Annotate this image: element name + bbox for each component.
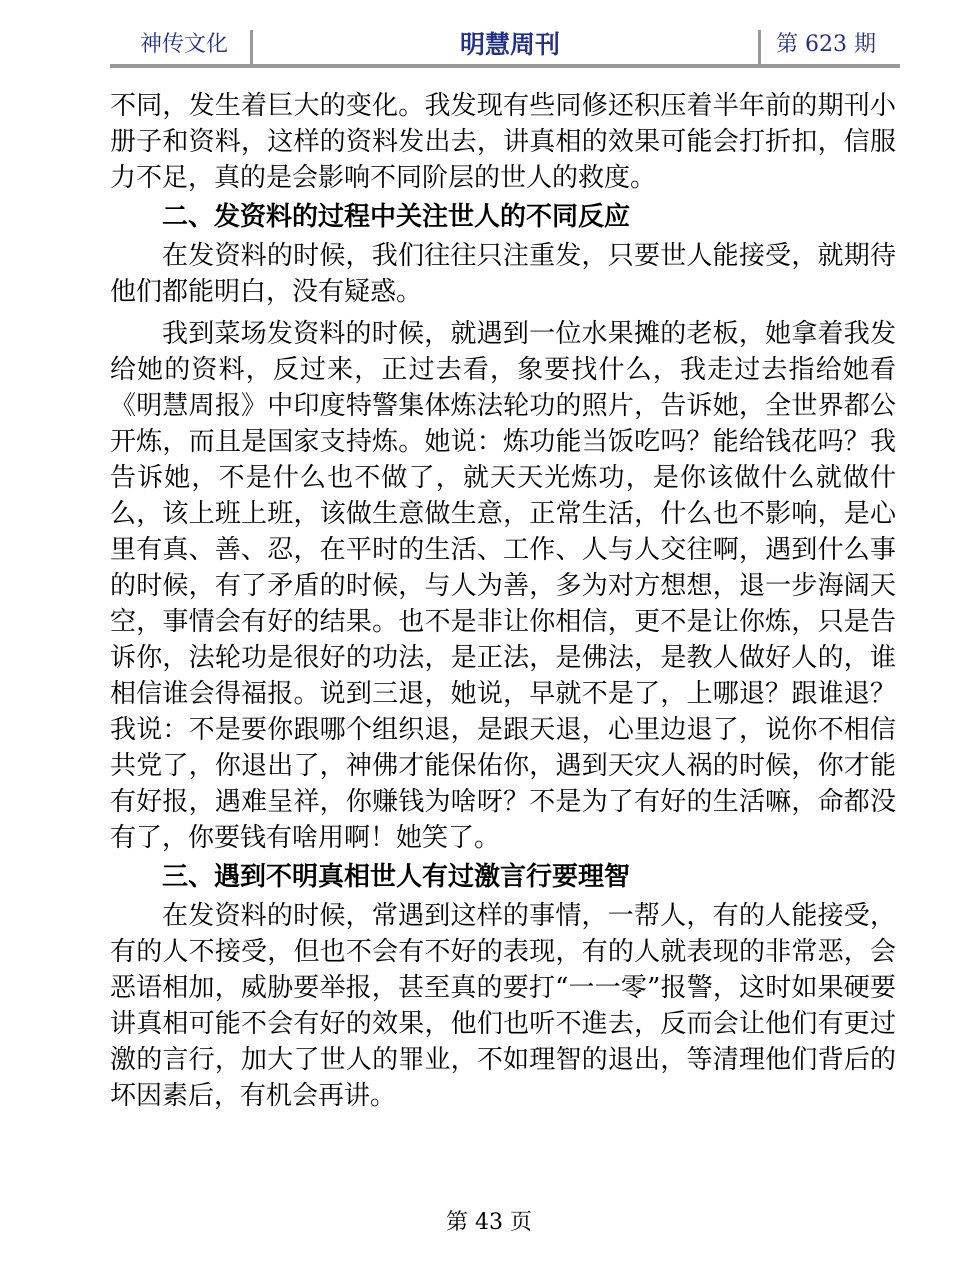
page-header — [110, 22, 900, 66]
header-separator-right — [758, 30, 761, 66]
header-issue-number: 第 623 期 — [776, 32, 876, 57]
header-rule — [110, 64, 900, 68]
paragraph: 在发资料的时候，常遇到这样的事情，一帮人，有的人能接受，有的人不接受，但也不会有不好的表现，有的人就表现的非常恶，会恶语相加，威胁要举报，甚至真的要打“一一零”报警，这时如果硬要讲真相可能不会有好的效果，他们也听不進去，反而会让他们有更过激的言行，加大了世人的罪业，不如理智的退出，等清理他们背后的坏因素后，有机会再讲。 — [110, 901, 896, 1111]
paragraph: 在发资料的时候，我们往往只注重发，只要世人能接受，就期待他们都能明白，没有疑惑。 — [110, 241, 896, 307]
header-separator-left — [250, 30, 253, 66]
section-heading-2: 二、发资料的过程中关注世人的不同反应 — [162, 202, 631, 232]
page-number: 第 43 页 — [446, 1210, 532, 1235]
article-body — [110, 88, 896, 1114]
paragraph: 我到菜场发资料的时候，就遇到一位水果摊的老板，她拿着我发给她的资料，反过来，正过去看，象要找什么，我走过去指给她看《明慧周报》中印度特警集体炼法轮功的照片，告诉她，全世界都公开炼，而且是国家支持炼。她说：炼功能当饭吃吗？能给钱花吗？我告诉她，不是什么也不做了，就天天光炼功，是你该做什么就做什么，该上班上班，该做生意做生意，正常生活，什么也不影响，是心里有真、善、忍，在平时的生活、工作、人与人交往啊，遇到什么事的时候，有了矛盾的时候，与人为善，多为对方想想，退一步海阔天空，事情会有好的结果。也不是非让你相信，更不是让你炼，只是告诉你，法轮功是很好的功法，是正法，是佛法，是教人做好人的，谁相信谁会得福报。说到三退，她说，早就不是了，上哪退？跟谁退？我说：不是要你跟哪个组织退，是跟天退，心里边退了，说你不相信共党了，你退出了，神佛才能保佑你，遇到天灾人祸的时候，你才能有好报，遇难呈祥，你赚钱为啥呀？不是为了有好的生活嘛，命都没有了，你要钱有啥用啊！她笑了。 — [110, 319, 896, 853]
paragraph-continued: 不同，发生着巨大的变化。我发现有些同修还积压着半年前的期刊小册子和资料，这样的资料发出去，讲真相的效果可能会打折扣，信服力不足，真的是会影响不同阶层的世人的救度。 — [110, 91, 896, 193]
section-heading-3: 三、遇到不明真相世人有过激言行要理智 — [162, 862, 631, 892]
header-section-title: 神传文化 — [140, 32, 229, 57]
header-publication-title: 明慧周刊 — [459, 30, 560, 59]
